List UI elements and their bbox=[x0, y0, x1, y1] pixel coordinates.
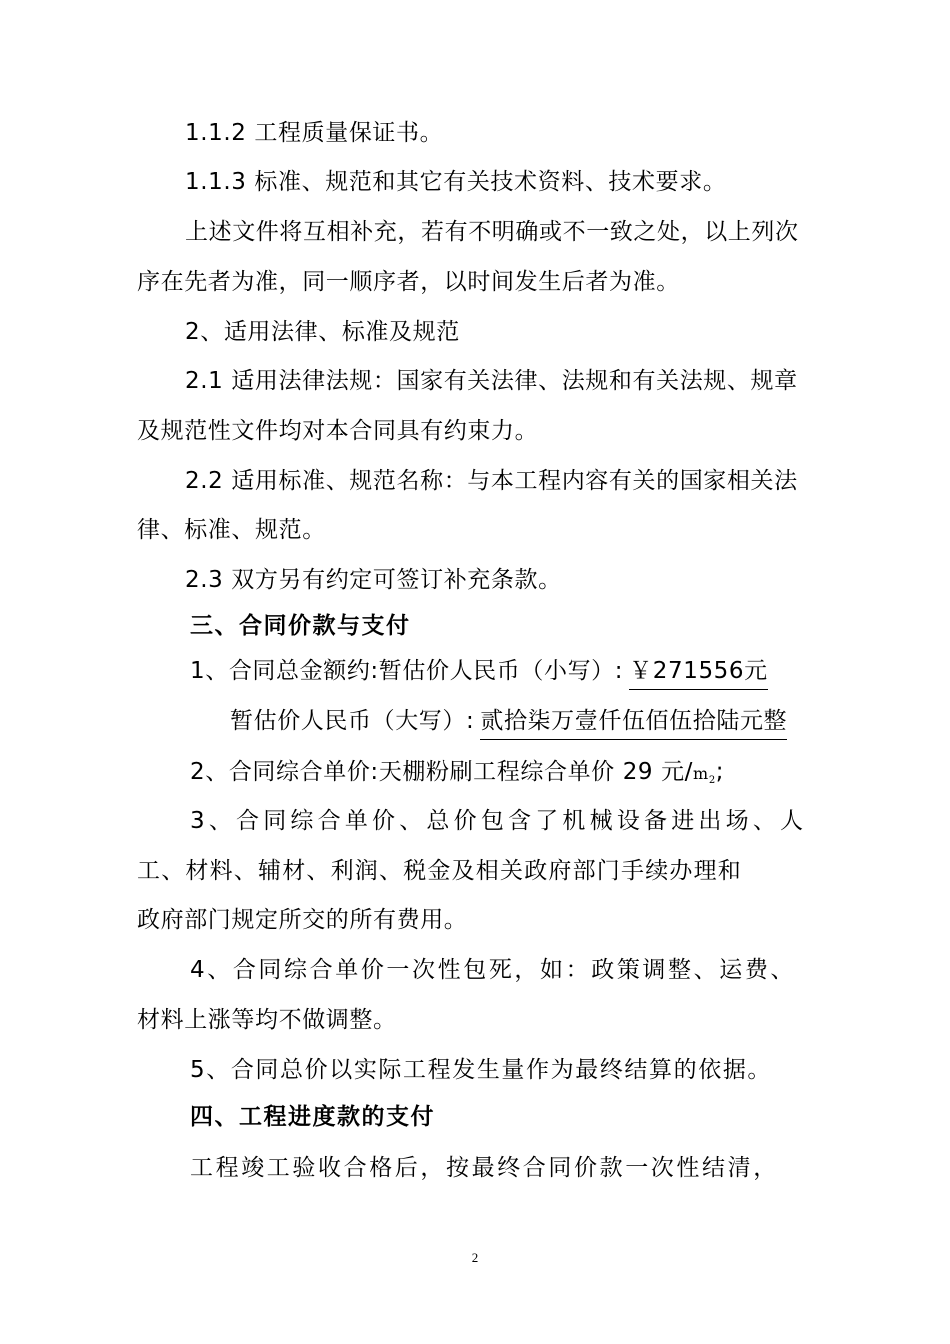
price-big-value: 贰拾柒万壹仟伍佰伍拾陆元整 bbox=[480, 706, 787, 740]
clause-1-1-3: 1.1.3 标准、规范和其它有关技术资料、技术要求。 bbox=[185, 169, 727, 195]
price-small-label: 1、合同总金额约:暂估价人民币（小写）: bbox=[190, 658, 624, 684]
clause-2-heading: 2、适用法律、标准及规范 bbox=[185, 319, 460, 345]
unit-price-text: 2、合同综合单价:天棚粉刷工程综合单价 29 元/ bbox=[190, 759, 694, 785]
item-3-line2: 工、材料、辅材、利润、税金及相关政府部门手续办理和 bbox=[137, 858, 742, 884]
price-small-value: ￥271556元 bbox=[629, 656, 768, 690]
section-4-heading: 四、工程进度款的支付 bbox=[190, 1104, 435, 1130]
price-big-label: 暂估价人民币（大写）: bbox=[230, 708, 475, 734]
section-4-line1: 工程竣工验收合格后，按最终合同价款一次性结清， bbox=[190, 1155, 779, 1181]
price-big-row bbox=[230, 706, 787, 740]
section-3-heading: 三、合同价款与支付 bbox=[190, 613, 411, 639]
page-number: 2 bbox=[471, 1250, 479, 1265]
clause-2-1-line1: 2.1 适用法律法规：国家有关法律、法规和有关法规、规章 bbox=[185, 368, 798, 394]
clause-2-3: 2.3 双方另有约定可签订补充条款。 bbox=[185, 567, 562, 593]
clause-2-2-line2: 律、标准、规范。 bbox=[137, 517, 326, 543]
unit-square-meter: $m_2$ bbox=[693, 764, 716, 787]
item-3-line1: 3、合同综合单价、总价包含了机械设备进出场、人 bbox=[190, 808, 808, 834]
unit-price-row bbox=[190, 757, 724, 796]
item-4-line1: 4、合同综合单价一次性包死，如：政策调整、运费、 bbox=[190, 957, 797, 983]
paragraph-precedence-line1: 上述文件将互相补充，若有不明确或不一致之处，以上列次 bbox=[185, 219, 799, 245]
paragraph-precedence-line2: 序在先者为准，同一顺序者，以时间发生后者为准。 bbox=[137, 269, 680, 295]
clause-2-2-line1: 2.2 适用标准、规范名称：与本工程内容有关的国家相关法 bbox=[185, 468, 798, 494]
item-5: 5、合同总价以实际工程发生量作为最终结算的依据。 bbox=[190, 1057, 773, 1083]
price-small-row bbox=[190, 656, 768, 690]
item-3-line3: 政府部门规定所交的所有费用。 bbox=[137, 907, 468, 933]
clause-2-1-line2: 及规范性文件均对本合同具有约束力。 bbox=[137, 418, 539, 444]
item-4-line2: 材料上涨等均不做调整。 bbox=[137, 1007, 397, 1033]
unit-price-tail: ; bbox=[715, 759, 725, 785]
clause-1-1-2: 1.1.2 工程质量保证书。 bbox=[185, 120, 444, 146]
